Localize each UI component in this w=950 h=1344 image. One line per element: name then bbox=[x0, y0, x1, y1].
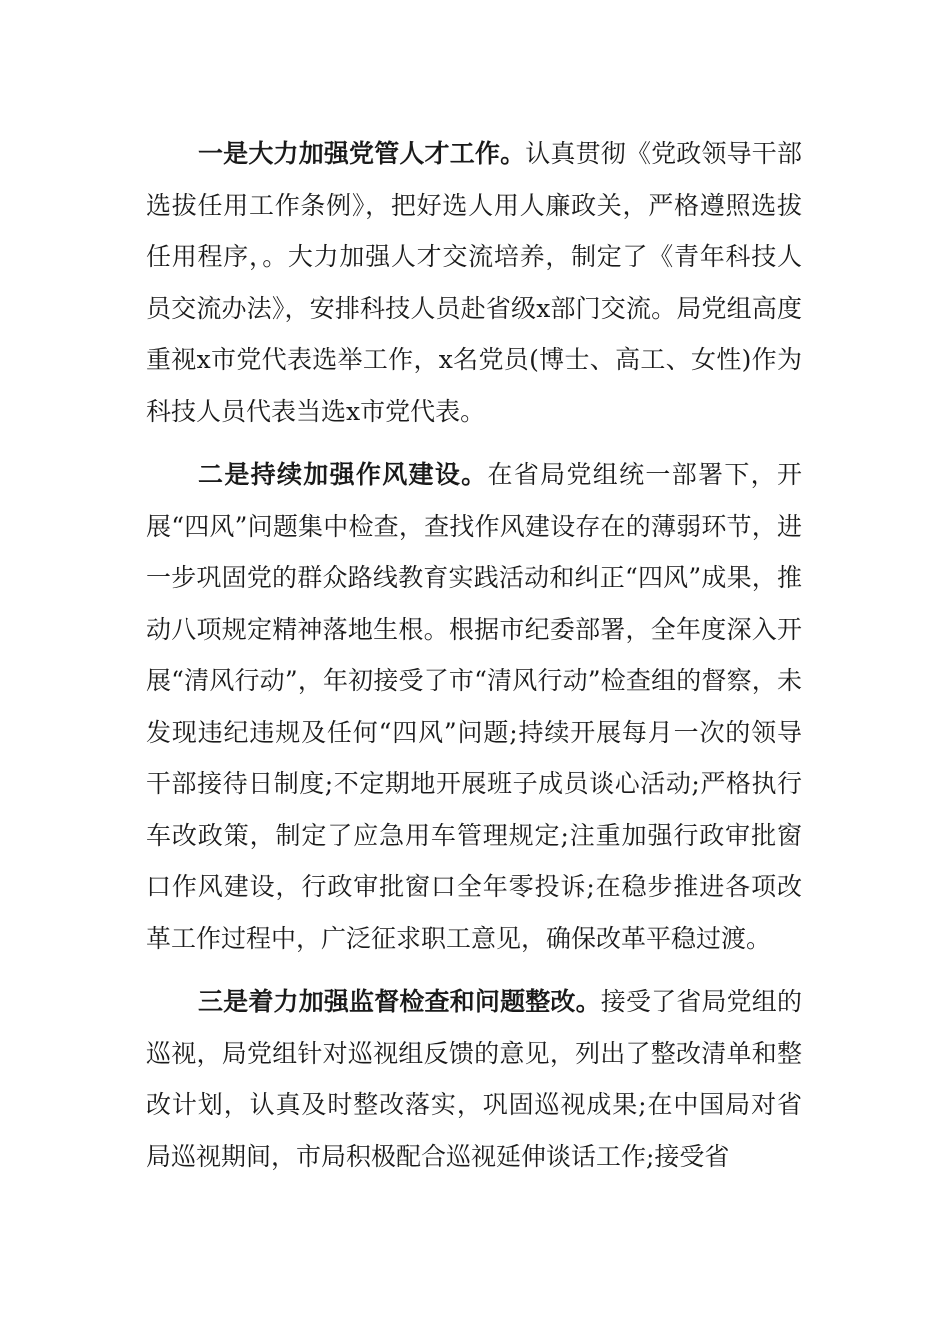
paragraph-lead: 三是着力加强监督检查和问题整改。 bbox=[198, 987, 601, 1016]
paragraph-lead: 一是大力加强党管人才工作。 bbox=[198, 139, 526, 168]
paragraph-text: 认真贯彻《党政领导干部选拔任用工作条例》，把好选人用人廉政关，严格遵照选拔任用程序，。大力加强人才交流培养，制定了《青年科技人员交流办法》，安排科技人员赴省级x部门交流。局党组高度重视x市党代表选举工作，x名党员(博士、高工、女性)作为科技人员代表当选x市党代表。 bbox=[146, 139, 802, 426]
paragraph-work-style bbox=[146, 449, 802, 964]
paragraph-text: 接受了省局党组的巡视，局党组针对巡视组反馈的意见，列出了整改清单和整改计划，认真及时整改落实，巩固巡视成果;在中国局对省局巡视期间，市局积极配合巡视延伸谈话工作;接受省 bbox=[146, 987, 802, 1171]
paragraph-lead: 二是持续加强作风建设。 bbox=[198, 460, 488, 489]
document-body bbox=[146, 128, 802, 1194]
paragraph-talent-work bbox=[146, 128, 802, 437]
paragraph-supervision bbox=[146, 976, 802, 1182]
paragraph-text: 在省局党组统一部署下，开展“四风”问题集中检查，查找作风建设存在的薄弱环节，进一步巩固党的群众路线教育实践活动和纠正“四风”成果，推动八项规定精神落地生根。根据市纪委部署，全年度深入开展“清风行动”，年初接受了市“清风行动”检查组的督察，未发现违纪违规及任何“四风”问题;持续开展每月一次的领导干部接待日制度;不定期地开展班子成员谈心活动;严格执行车改政策，制定了应急用车管理规定;注重加强行政审批窗口作风建设，行政审批窗口全年零投诉;在稳步推进各项改革工作过程中，广泛征求职工意见，确保改革平稳过渡。 bbox=[146, 460, 802, 953]
